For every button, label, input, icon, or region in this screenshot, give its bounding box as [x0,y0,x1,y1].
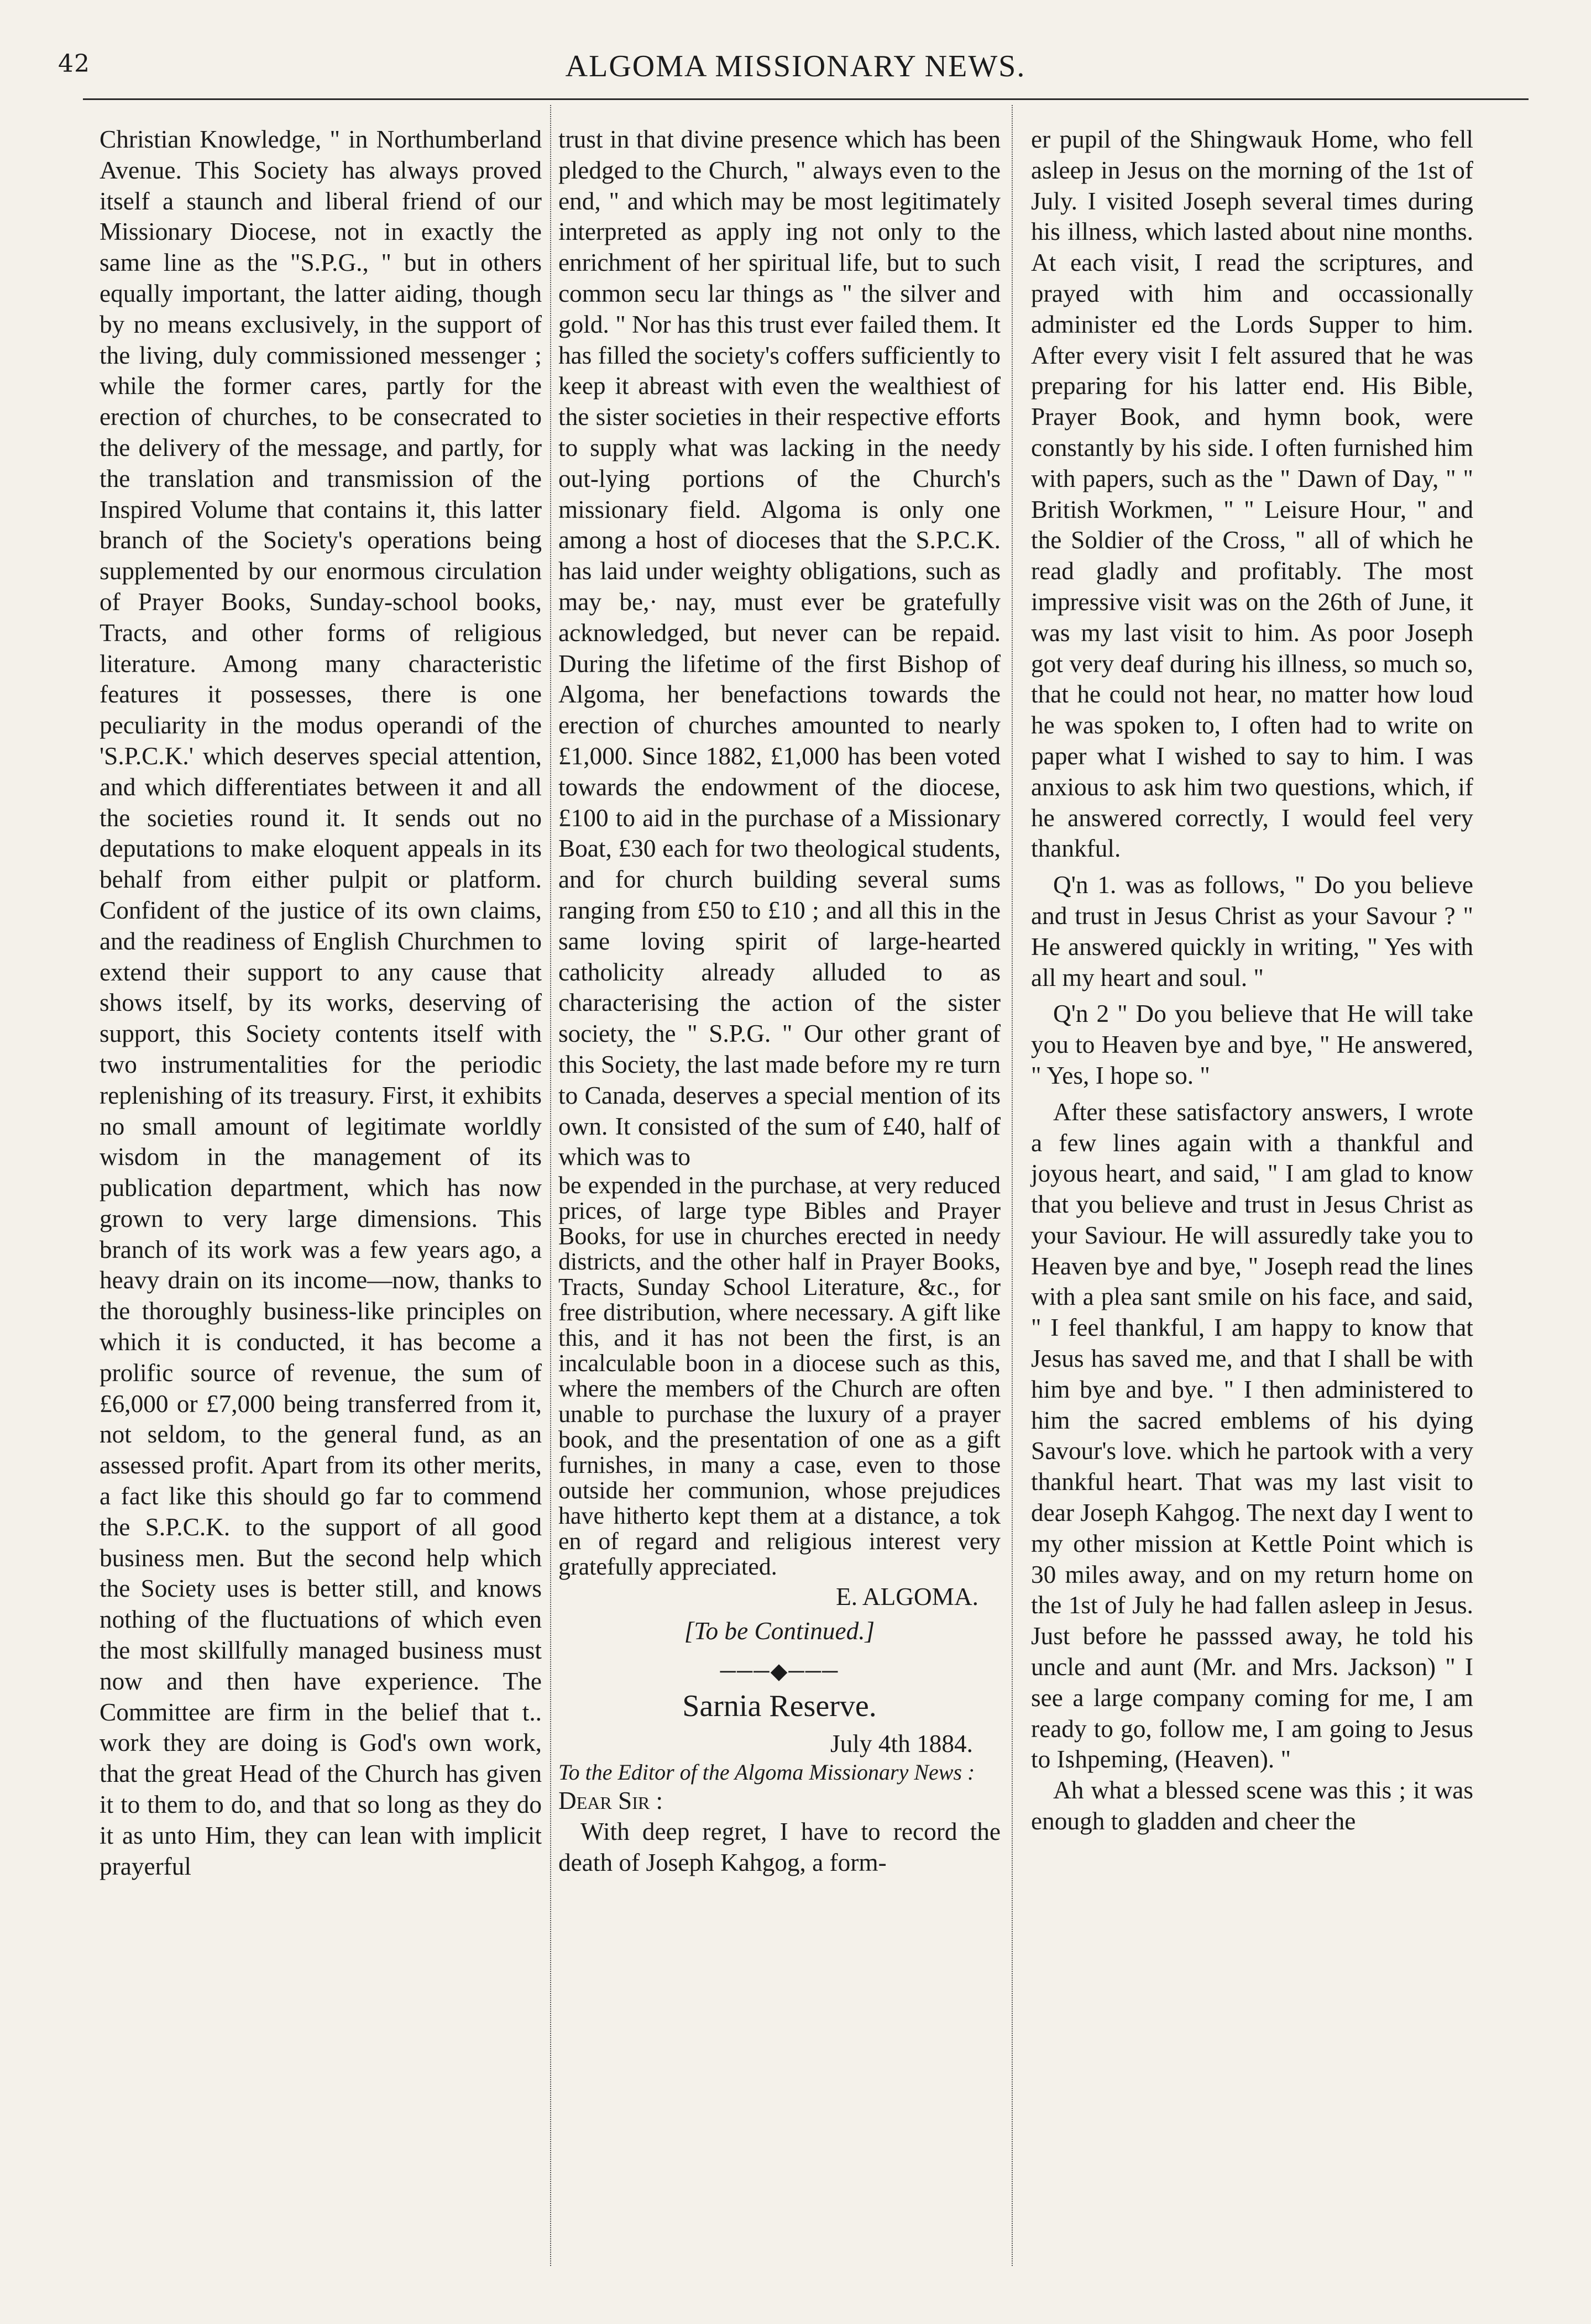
letter-text: er pupil of the Shingwauk Home, who fell asleep in Jesus on the morning of the 1st of July. I visited Joseph several times during his illness, which lasted about nine months. At each visit, I read the scriptures, and prayed with him and occassionally administer ed the Lords Supper to him. After every visit I felt assured that he was preparing for his latter end. His Bible, Prayer Book, and hymn book, were constantly by his side. I often furnished him with papers, such as the " Dawn of Day, " " British Workmen, " " Leisure Hour, " and the Soldier of the Cross, " all of which he read gladly and profitably. The most impressive visit was on the 26th of June, it was my last visit to him. As poor Joseph got very deaf during his illness, so much so, that he could not hear, no matter how loud he was spoken to, I often had to write on paper what I wished to say to him. I was anxious to ask him two questions, which, if he answered correctly, I would feel very thankful. [1031,125,1473,863]
column-divider [1012,105,1013,2266]
article-text: Christian Knowledge, " in Northumberland Avenue. This Society has always proved itself a staunch and liberal friend of our Missionary Diocese, not in exactly the same line as the "S.P.G., " but in others equally important, the latter aiding, though by no means exclusively, in the support of the living, duly commissioned messenger ; while the former cares, partly for the erection of churches, to be consecrated to the delivery of the message, and partly, for the translation and transmission of the Inspired Volume that contains it, this latter branch of the Society's operations being supplemented by our enormous circulation of Prayer Books, Sunday-school books, Tracts, and other forms of religious literature. Among many characteristic features it possesses, there is one peculiarity in the modus operandi of the 'S.P.C.K.' which deserves special attention, and which differentiates between it and all the societies round it. It sends out no deputations to make eloquent appeals in its behalf from either pulpit or platform. Confident of the justice of its own claims, and the readiness of English Churchmen to extend their support to any cause that shows itself, by its works, deserving of support, this Society contents itself with two instrumentalities for the periodic replenishing of its treasury. First, it exhibits no small amount of legitimate worldly wisdom in the management of its publication department, which has now grown to very large dimensions. This branch of its work was a few years ago, a heavy drain on its income—now, thanks to the thoroughly business-like principles on which it is conducted, it has become a prolific source of revenue, the sum of £6,000 or £7,000 being transferred from it, not seldom, to the general fund, as an assessed profit. Apart from its other merits, a fact like this should go far to commend the S.P.C.K. to the support of all good business men. But the second help which the Society uses is better still, and knows nothing of the fluctuations of which even the most skillfully managed business must now and then have experience. The Committee are firm in the belief that t.. work they are doing is God's own work, that the great Head of the Church has given it to them to do, and that so long as they do it as unto Him, they can lean with implicit prayerful [100,125,542,1880]
letter-address: To the Editor of the Algoma Missionary News : [558,1760,975,1785]
column-3 [1031,124,1473,1837]
section-title: Sarnia Reserve. [682,1688,877,1723]
article-text: trust in that divine presence which has been pledged to the Church, " always even to the end, " and which may be most legitimately interpreted as apply ing not only to the enrichment of her spiritual life, but to such common secu lar things as " the silver and gold. " Nor has this trust ever failed them. It has filled the society's coffers sufficiently to keep it abreast with even the wealthiest of the sister societies in their respective efforts to supply what was lacking in the needy out-lying portions of the Church's missionary field. Algoma is only one among a host of dioceses that the S.P.C.K. has laid under weighty obligations, such as may be,· nay, must ever be gratefully acknowledged, but never can be repaid. During the lifetime of the first Bishop of Algoma, her benefactions towards the erection of churches amounted to nearly £1,000. Since 1882, £1,000 has been voted towards the endowment of the diocese, £100 to aid in the purchase of a Missionary Boat, £30 each for two theological students, and for church building several sums ranging from £50 to £10 ; and all this in the same loving spirit of large-hearted catholicity already alluded to as characterising the action of the sister society, the " S.P.G. " Our other grant of this Society, the last made before my re turn to Canada, deserves a special mention of its own. It consisted of the sum of £40, half of which was to [558,125,1001,1171]
masthead-title: ALGOMA MISSIONARY NEWS. [565,49,1026,83]
letter-salutation: Dear Sir : [558,1787,663,1815]
column-divider [550,105,551,2266]
page-number: 42 [58,50,90,78]
article-text: be expended in the purchase, at very reduced prices, of large type Bibles and Prayer Books, for use in churches erected in needy districts, and the other half in Prayer Books, Tracts, Sunday School Literature, &c., for free distribution, where necessary. A gift like this, and it has not been the first, is an incalculable boon in a diocese such as this, where the members of the Church are often unable to purchase the luxury of a prayer book, and the presentation of one as a gift furnishes, in many a case, even to those outside her communion, whose prejudices have hitherto kept them at a distance, a tok en of regard and religious interest very gratefully appreciated. [558,1172,1001,1581]
section-ornament: ───◆─── [720,1658,839,1683]
letter-text: Ah what a blessed scene was this ; it was enough to gladden and cheer the [1031,1776,1473,1835]
signature: E. ALGOMA. [836,1583,978,1611]
letter-text: After these satisfactory answers, I wrote a few lines again with a thankful and joyous heart, and said, " I am glad to know that you believe and trust in Jesus Christ as your Saviour. He will assuredly take you to Heaven bye and bye, " Joseph read the lines with a plea sant smile on his face, and said, " I feel thankful, I am happy to know that Jesus has saved me, and that I shall be with him bye and bye. " I then administered to him the sacred emblems of his dying Savour's love. which he partook with a very thankful heart. That was my last visit to dear Joseph Kahgog. The next day I went to my other mission at Kettle Point which is 30 miles away, and on my return home on the 1st of July he had fallen asleep in Jesus. Just before he passsed away, he told his uncle and aunt (Mr. and Mrs. Jackson) " I see a large company coming for me, I am ready to go, follow me, I am going to Jesus to Ishpeming, (Heaven). " [1031,1098,1473,1774]
letter-text: Q'n 2 " Do you believe that He will take you to Heaven bye and bye, " He answered, " Yes, I hope so. " [1031,1000,1473,1089]
column-1 [100,124,542,1882]
letter-date: July 4th 1884. [830,1729,973,1758]
continued-note: [To be Continued.] [684,1617,875,1645]
letter-text: Q'n 1. was as follows, " Do you believe and trust in Jesus Christ as your Savour ? " He answered quickly in writing, " Yes with all my heart and soul. " [1031,871,1473,991]
header-rule [83,98,1529,100]
letter-text: With deep regret, I have to record the death of Joseph Kahgog, a form- [558,1818,1001,1877]
column-2 [558,124,1001,1879]
